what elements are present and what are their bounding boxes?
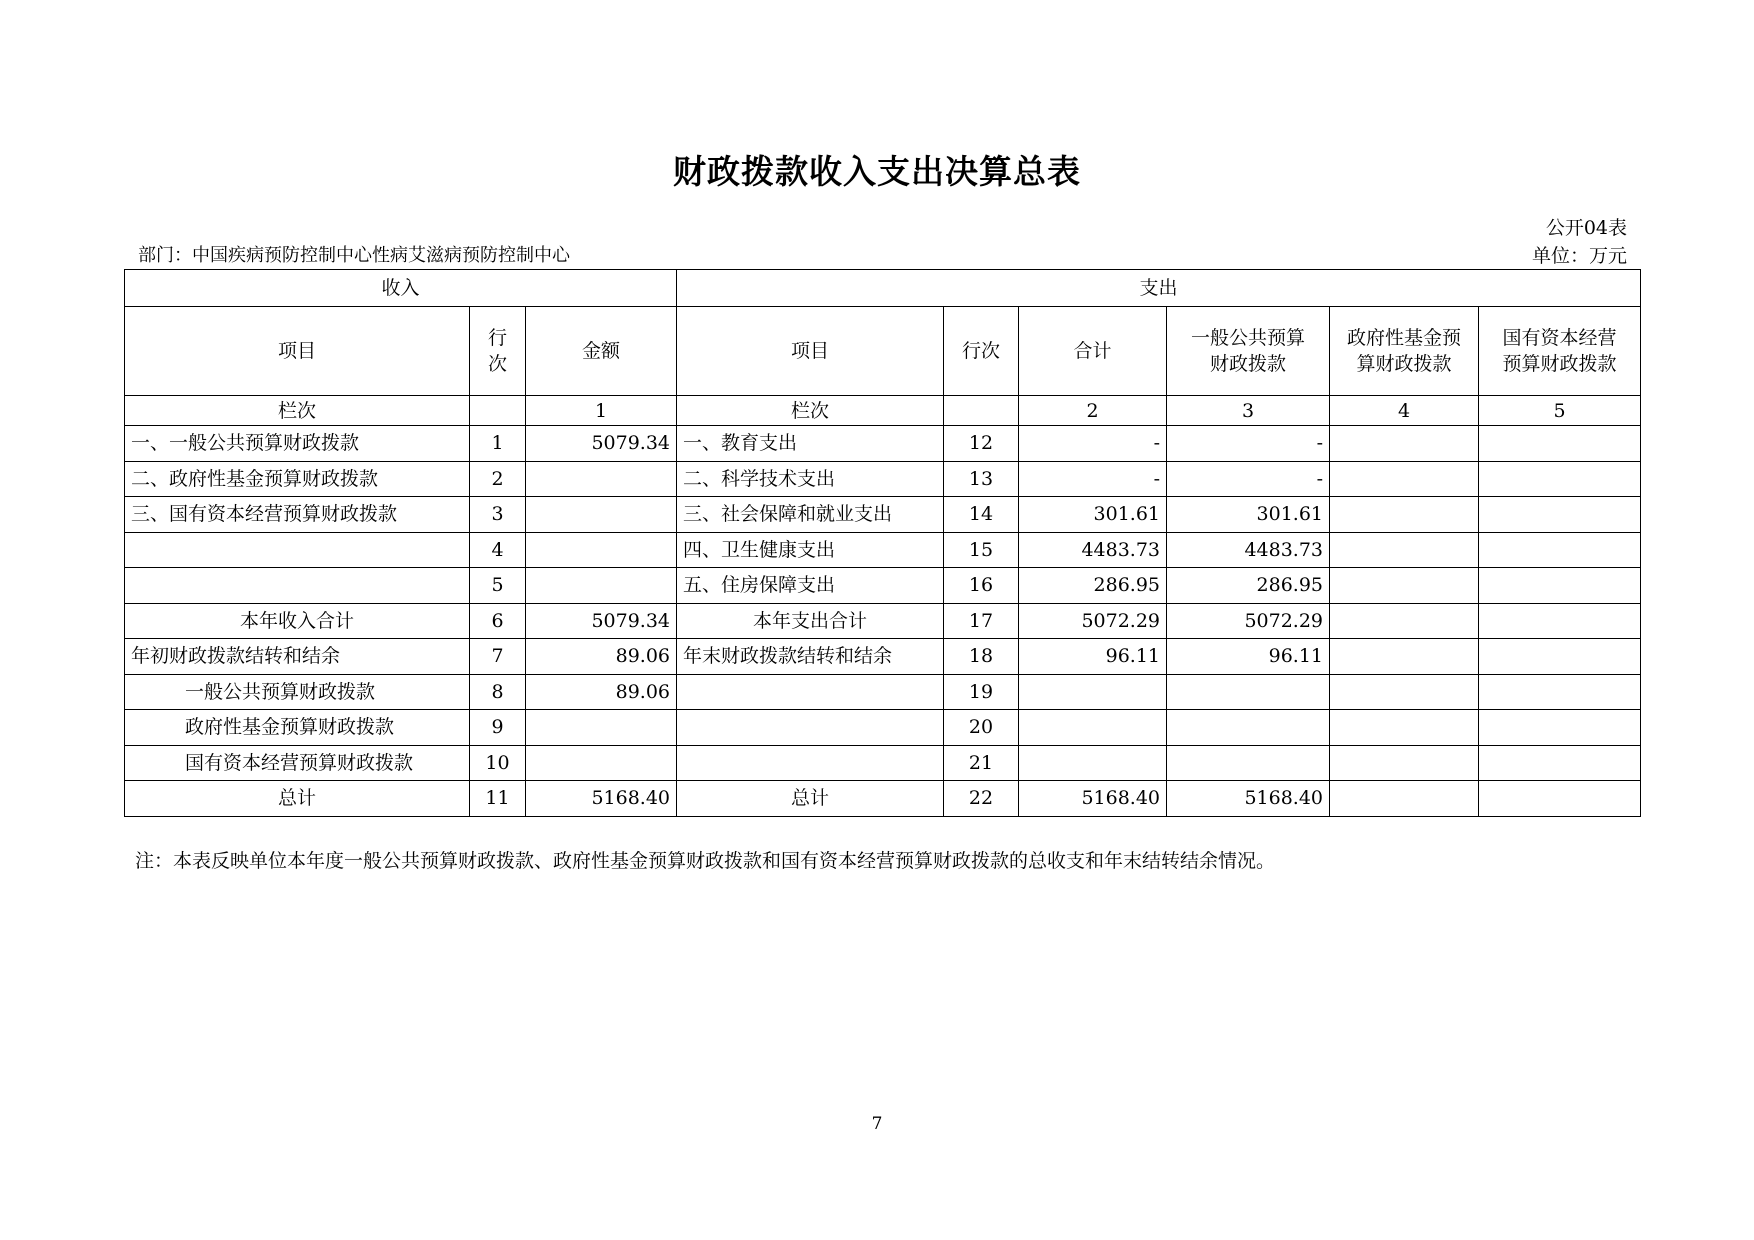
income-item-cell: 一、一般公共预算财政拨款 <box>125 426 470 462</box>
table-row <box>125 745 1641 781</box>
section-expense: 支出 <box>677 270 1641 307</box>
expense-total-cell: 4483.73 <box>1019 532 1167 568</box>
gov-fund-cell <box>1330 639 1479 675</box>
income-amount-cell <box>526 532 677 568</box>
income-item-cell: 国有资本经营预算财政拨款 <box>125 745 470 781</box>
gov-fund-cell <box>1330 710 1479 746</box>
expense-total-cell: 96.11 <box>1019 639 1167 675</box>
header-gov-fund: 政府性基金预算财政拨款 <box>1330 307 1479 396</box>
income-amount-cell: 5079.34 <box>526 603 677 639</box>
income-amount-cell <box>526 745 677 781</box>
income-row-number: 9 <box>470 710 526 746</box>
index-empty <box>470 396 526 426</box>
form-code: 公开04表 <box>1545 217 1627 239</box>
table-row <box>125 603 1641 639</box>
state-capital-cell <box>1479 568 1641 604</box>
expense-total-cell: - <box>1019 426 1167 462</box>
general-budget-cell: 5168.40 <box>1167 781 1330 817</box>
expense-item-cell <box>677 674 944 710</box>
table-row <box>125 674 1641 710</box>
income-item-cell <box>125 568 470 604</box>
general-budget-cell <box>1167 710 1330 746</box>
income-item-cell: 二、政府性基金预算财政拨款 <box>125 461 470 497</box>
state-capital-cell <box>1479 710 1641 746</box>
expense-total-cell <box>1019 710 1167 746</box>
table-row <box>125 781 1641 817</box>
gov-fund-cell <box>1330 426 1479 462</box>
income-row-number: 10 <box>470 745 526 781</box>
state-capital-cell <box>1479 497 1641 533</box>
expense-total-cell: 5072.29 <box>1019 603 1167 639</box>
header-total: 合计 <box>1019 307 1167 396</box>
expense-row-number: 18 <box>944 639 1019 675</box>
income-row-number: 8 <box>470 674 526 710</box>
general-budget-cell <box>1167 745 1330 781</box>
income-item-cell: 三、国有资本经营预算财政拨款 <box>125 497 470 533</box>
gov-fund-cell <box>1330 532 1479 568</box>
income-row-number: 6 <box>470 603 526 639</box>
expense-row-number: 21 <box>944 745 1019 781</box>
section-income: 收入 <box>125 270 677 307</box>
expense-total-cell: 5168.40 <box>1019 781 1167 817</box>
expense-item-cell: 三、社会保障和就业支出 <box>677 497 944 533</box>
income-item-cell: 总计 <box>125 781 470 817</box>
expense-item-cell: 二、科学技术支出 <box>677 461 944 497</box>
expense-total-cell <box>1019 745 1167 781</box>
expense-item-cell: 本年支出合计 <box>677 603 944 639</box>
income-item-cell: 年初财政拨款结转和结余 <box>125 639 470 675</box>
page-title: 财政拨款收入支出决算总表 <box>673 152 1081 191</box>
expense-row-number: 13 <box>944 461 1019 497</box>
expense-total-cell: 286.95 <box>1019 568 1167 604</box>
index-4: 4 <box>1330 396 1479 426</box>
index-empty <box>944 396 1019 426</box>
table-row <box>125 532 1641 568</box>
income-row-number: 1 <box>470 426 526 462</box>
income-row-number: 5 <box>470 568 526 604</box>
gov-fund-cell <box>1330 745 1479 781</box>
expense-row-number: 20 <box>944 710 1019 746</box>
expense-row-number: 22 <box>944 781 1019 817</box>
expense-row-number: 19 <box>944 674 1019 710</box>
expense-item-cell: 四、卫生健康支出 <box>677 532 944 568</box>
state-capital-cell <box>1479 532 1641 568</box>
gov-fund-cell <box>1330 497 1479 533</box>
table-row <box>125 497 1641 533</box>
income-item-cell <box>125 532 470 568</box>
gov-fund-cell <box>1330 781 1479 817</box>
expense-row-number: 17 <box>944 603 1019 639</box>
income-amount-cell: 89.06 <box>526 639 677 675</box>
table-row <box>125 710 1641 746</box>
index-label-expense: 栏次 <box>677 396 944 426</box>
expense-item-cell <box>677 710 944 746</box>
general-budget-cell: 96.11 <box>1167 639 1330 675</box>
income-amount-cell: 89.06 <box>526 674 677 710</box>
state-capital-cell <box>1479 674 1641 710</box>
header-expense-item: 项目 <box>677 307 944 396</box>
expense-item-cell <box>677 745 944 781</box>
section-header-row <box>125 270 1641 307</box>
column-header-row <box>125 307 1641 396</box>
header-income-row: 行次 <box>470 307 526 396</box>
income-amount-cell <box>526 568 677 604</box>
budget-summary-table <box>124 269 1641 817</box>
income-item-cell: 政府性基金预算财政拨款 <box>125 710 470 746</box>
page-number: 7 <box>871 1114 883 1134</box>
expense-total-cell <box>1019 674 1167 710</box>
gov-fund-cell <box>1330 461 1479 497</box>
income-item-cell: 本年收入合计 <box>125 603 470 639</box>
income-item-cell: 一般公共预算财政拨款 <box>125 674 470 710</box>
income-row-number: 2 <box>470 461 526 497</box>
expense-row-number: 15 <box>944 532 1019 568</box>
state-capital-cell <box>1479 781 1641 817</box>
general-budget-cell: 4483.73 <box>1167 532 1330 568</box>
gov-fund-cell <box>1330 568 1479 604</box>
general-budget-cell: - <box>1167 426 1330 462</box>
expense-total-cell: - <box>1019 461 1167 497</box>
header-general-budget: 一般公共预算财政拨款 <box>1167 307 1330 396</box>
income-row-number: 3 <box>470 497 526 533</box>
state-capital-cell <box>1479 426 1641 462</box>
table-row <box>125 639 1641 675</box>
income-amount-cell <box>526 710 677 746</box>
gov-fund-cell <box>1330 674 1479 710</box>
index-2: 2 <box>1019 396 1167 426</box>
income-amount-cell <box>526 461 677 497</box>
header-state-capital: 国有资本经营预算财政拨款 <box>1479 307 1641 396</box>
income-row-number: 11 <box>470 781 526 817</box>
footnote: 注：本表反映单位本年度一般公共预算财政拨款、政府性基金预算财政拨款和国有资本经营预算财政拨款的总收支和年末结转结余情况。 <box>135 850 1276 872</box>
unit-label: 单位：万元 <box>1531 245 1627 267</box>
index-1: 1 <box>526 396 677 426</box>
general-budget-cell: 5072.29 <box>1167 603 1330 639</box>
state-capital-cell <box>1479 461 1641 497</box>
index-5: 5 <box>1479 396 1641 426</box>
table-row <box>125 426 1641 462</box>
expense-item-cell: 五、住房保障支出 <box>677 568 944 604</box>
general-budget-cell: 301.61 <box>1167 497 1330 533</box>
gov-fund-cell <box>1330 603 1479 639</box>
header-income-item: 项目 <box>125 307 470 396</box>
expense-total-cell: 301.61 <box>1019 497 1167 533</box>
index-label-income: 栏次 <box>125 396 470 426</box>
header-expense-row: 行次 <box>944 307 1019 396</box>
income-amount-cell: 5079.34 <box>526 426 677 462</box>
income-amount-cell: 5168.40 <box>526 781 677 817</box>
income-row-number: 4 <box>470 532 526 568</box>
state-capital-cell <box>1479 745 1641 781</box>
general-budget-cell: 286.95 <box>1167 568 1330 604</box>
general-budget-cell <box>1167 674 1330 710</box>
expense-row-number: 14 <box>944 497 1019 533</box>
general-budget-cell: - <box>1167 461 1330 497</box>
column-index-row <box>125 396 1641 426</box>
header-income-amount: 金额 <box>526 307 677 396</box>
state-capital-cell <box>1479 603 1641 639</box>
state-capital-cell <box>1479 639 1641 675</box>
table-row <box>125 461 1641 497</box>
table-row <box>125 568 1641 604</box>
expense-item-cell: 年末财政拨款结转和结余 <box>677 639 944 675</box>
expense-item-cell: 总计 <box>677 781 944 817</box>
department-label: 部门：中国疾病预防控制中心性病艾滋病预防控制中心 <box>138 245 570 266</box>
income-amount-cell <box>526 497 677 533</box>
income-row-number: 7 <box>470 639 526 675</box>
expense-row-number: 16 <box>944 568 1019 604</box>
expense-item-cell: 一、教育支出 <box>677 426 944 462</box>
expense-row-number: 12 <box>944 426 1019 462</box>
index-3: 3 <box>1167 396 1330 426</box>
